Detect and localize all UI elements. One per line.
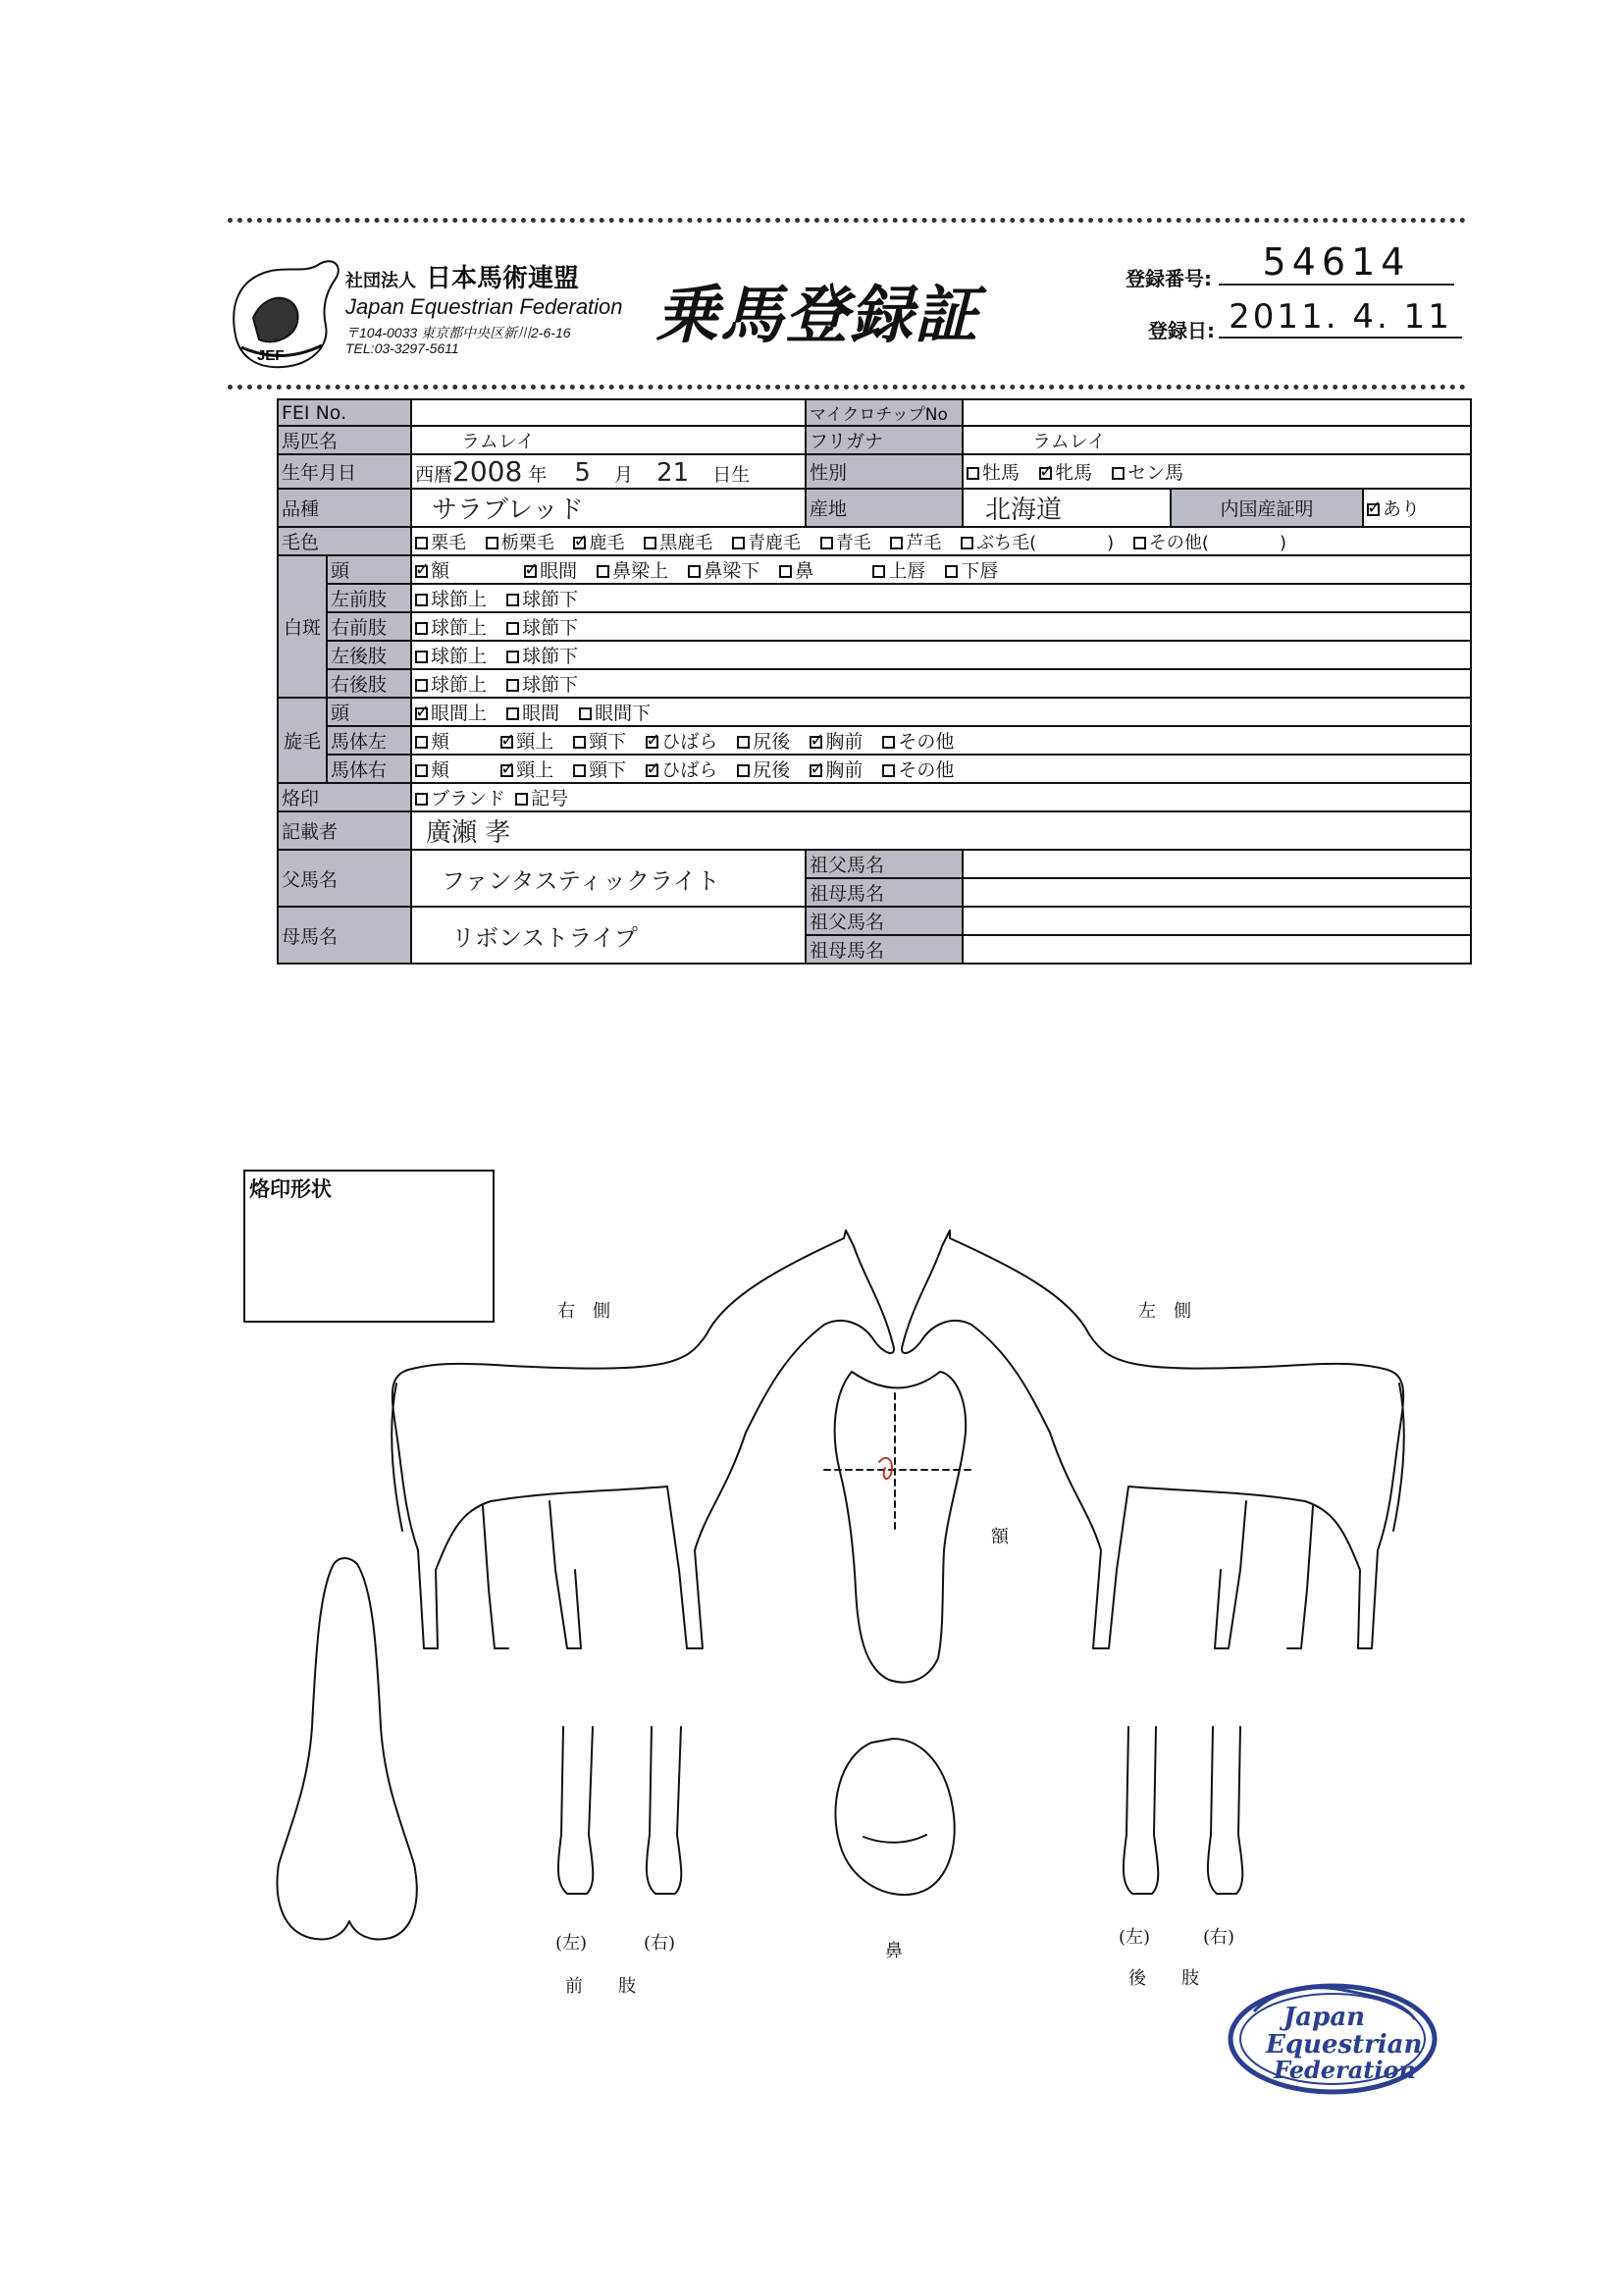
domestic-cert-label: 内国産証明 bbox=[1171, 489, 1363, 527]
org-address-line: 〒104-0033 東京都中央区新川2-6-16 bbox=[345, 325, 571, 340]
document-title: 乗馬登録証 bbox=[655, 280, 979, 352]
recorder-label: 記載者 bbox=[278, 811, 411, 850]
domestic-cert-checkbox[interactable] bbox=[1367, 503, 1380, 516]
whorl-option-label: 眼間下 bbox=[595, 703, 652, 724]
org-tel: TEL:03-3297-5611 bbox=[345, 340, 459, 356]
marking-option-label: 額 bbox=[431, 560, 450, 582]
dam-label: 母馬名 bbox=[278, 907, 411, 964]
coat-option-label: 鹿毛 bbox=[589, 532, 625, 553]
marking-option-label: 下唇 bbox=[961, 560, 999, 582]
birth-month: 5 bbox=[574, 458, 591, 488]
whorl-checkbox[interactable] bbox=[500, 764, 513, 777]
marking-part: 右前肢 bbox=[327, 612, 411, 641]
jef-logo-text: JEF bbox=[257, 347, 285, 364]
marking-checkbox[interactable] bbox=[779, 565, 792, 578]
coat-checkbox[interactable] bbox=[644, 537, 656, 549]
hindleg-caption: 後 肢 bbox=[1128, 1968, 1199, 1989]
whorl-checkbox[interactable] bbox=[415, 764, 428, 777]
horse-name-label: 馬匹名 bbox=[278, 426, 411, 454]
mid-dotted-border bbox=[228, 385, 1466, 390]
marking-option-label: 球節下 bbox=[522, 617, 579, 639]
brand-option-label: ブランド bbox=[431, 788, 506, 809]
coat-checkbox[interactable] bbox=[486, 537, 498, 549]
whorl-checkbox[interactable] bbox=[810, 736, 822, 749]
marking-checkbox[interactable] bbox=[415, 622, 428, 635]
coat-option-label: 芦毛 bbox=[906, 532, 942, 553]
registration-table bbox=[277, 398, 1472, 965]
brand-shape-label: 烙印形状 bbox=[249, 1177, 332, 1201]
coat-color-label: 毛色 bbox=[278, 527, 411, 555]
marking-option-label: 球節上 bbox=[431, 589, 488, 610]
stamp-line2: Equestrian bbox=[1266, 2030, 1423, 2060]
whorl-checkbox[interactable] bbox=[646, 764, 658, 777]
whorl-part: 馬体右 bbox=[327, 755, 411, 783]
granddam-label: 祖母馬名 bbox=[806, 878, 963, 907]
stamp-line1: Japan bbox=[1283, 2003, 1366, 2032]
marking-option-label: 球節下 bbox=[522, 646, 579, 667]
granddam-value[interactable] bbox=[963, 878, 1471, 907]
reg-date-value: 2011. 4. 11 bbox=[1219, 297, 1462, 339]
marking-part: 頭 bbox=[327, 555, 411, 584]
furigana-label: フリガナ bbox=[806, 426, 963, 454]
microchip-value[interactable] bbox=[963, 399, 1471, 426]
foreleg-right-label: (右) bbox=[644, 1933, 676, 1954]
marking-checkbox[interactable] bbox=[506, 651, 519, 663]
coat-checkbox[interactable] bbox=[890, 537, 903, 549]
face-drawing bbox=[835, 1372, 967, 1683]
coat-checkbox[interactable] bbox=[573, 537, 586, 549]
marking-option-label: 上唇 bbox=[888, 560, 926, 582]
whorl-checkbox[interactable] bbox=[737, 736, 750, 749]
birth-era: 西暦 bbox=[415, 464, 453, 486]
breed-label: 品種 bbox=[278, 489, 411, 527]
marking-checkbox[interactable] bbox=[872, 565, 885, 578]
whorl-checkbox[interactable] bbox=[415, 736, 428, 749]
birth-date-label: 生年月日 bbox=[278, 454, 411, 489]
foreleg-right-drawing bbox=[647, 1727, 681, 1894]
org-address bbox=[345, 325, 571, 356]
whorl-checkbox[interactable] bbox=[500, 736, 513, 749]
org-name-jp bbox=[345, 258, 579, 294]
marking-option-label: 鼻 bbox=[795, 560, 814, 582]
dam-granddam-value[interactable] bbox=[963, 935, 1471, 964]
whorl-option-label: 頸下 bbox=[589, 759, 627, 781]
marking-part: 右後肢 bbox=[327, 669, 411, 698]
coat-option-label: その他( ) bbox=[1148, 532, 1286, 553]
sex-checkbox-gelding[interactable] bbox=[1112, 467, 1125, 480]
org-name-en: Japan Equestrian Federation bbox=[345, 294, 623, 319]
brand-label: 烙印 bbox=[278, 783, 411, 811]
reg-no-value: 54614 bbox=[1219, 240, 1454, 286]
whorl-option-label: 眼間 bbox=[522, 703, 560, 724]
nose-drawing bbox=[835, 1739, 954, 1895]
whorl-checkbox[interactable] bbox=[737, 764, 750, 777]
whorl-part: 頭 bbox=[327, 698, 411, 726]
whorl-checkbox[interactable] bbox=[573, 764, 586, 777]
marking-option-label: 球節上 bbox=[431, 674, 488, 696]
whorl-option-label: 眼間上 bbox=[431, 703, 488, 724]
marking-option-label: 眼間 bbox=[540, 560, 578, 582]
marking-checkbox[interactable] bbox=[415, 679, 428, 692]
whorl-head-options bbox=[411, 698, 1471, 726]
foreleg-caption: 前 肢 bbox=[565, 1976, 636, 1997]
birth-date-value[interactable] bbox=[411, 454, 806, 489]
whorl-option-label: その他 bbox=[898, 731, 955, 753]
coat-checkbox[interactable] bbox=[415, 537, 428, 549]
marking-head-options bbox=[411, 555, 1471, 584]
nose-label: 鼻 bbox=[885, 1941, 903, 1961]
whorl-option-label: 尻後 bbox=[753, 731, 791, 753]
marking-part: 左前肢 bbox=[327, 584, 411, 612]
whorl-checkbox[interactable] bbox=[882, 736, 895, 749]
sire-label: 父馬名 bbox=[278, 850, 411, 907]
whorl-option-label: 尻後 bbox=[753, 759, 791, 781]
org-prefix: 社団法人 bbox=[345, 271, 416, 291]
marking-checkbox[interactable] bbox=[415, 651, 428, 663]
recorder-value[interactable]: 廣瀬 孝 bbox=[411, 811, 1471, 850]
foreleg-left-drawing bbox=[558, 1727, 593, 1894]
dam-grandsire-value[interactable] bbox=[963, 907, 1471, 935]
coat-option-label: ぶち毛( ) bbox=[976, 532, 1115, 553]
domestic-cert-value bbox=[1363, 489, 1471, 527]
microchip-label: マイクロチップNo bbox=[806, 399, 963, 426]
coat-option-label: 栗毛 bbox=[431, 532, 466, 553]
whorl-checkbox[interactable] bbox=[415, 707, 428, 720]
whorl-option-label: 頸下 bbox=[589, 731, 627, 753]
whorl-part: 馬体左 bbox=[327, 726, 411, 755]
hindleg-right-drawing bbox=[1208, 1727, 1242, 1894]
marking-checkbox[interactable] bbox=[415, 565, 428, 578]
birth-year: 2008 bbox=[452, 455, 523, 488]
birth-day-unit: 日 bbox=[712, 464, 732, 486]
horse-name-value[interactable]: ラムレイ bbox=[411, 426, 806, 454]
stamp-line3: Federation bbox=[1274, 2056, 1416, 2084]
coat-checkbox[interactable] bbox=[732, 537, 745, 549]
marking-checkbox[interactable] bbox=[945, 565, 958, 578]
sex-option-label: 牝馬 bbox=[1055, 462, 1093, 484]
whorl-option-label: 胸前 bbox=[825, 731, 864, 753]
coat-checkbox[interactable] bbox=[1133, 537, 1146, 549]
marking-checkbox[interactable] bbox=[524, 565, 537, 578]
marking-checkbox[interactable] bbox=[688, 565, 701, 578]
marking-option-label: 球節上 bbox=[431, 617, 488, 639]
marking-option-label: 球節下 bbox=[522, 674, 579, 696]
coat-color-options bbox=[411, 527, 1471, 555]
grandsire-value[interactable] bbox=[963, 850, 1471, 878]
marking-limb-options bbox=[411, 612, 1471, 641]
sire-value[interactable]: ファンタスティックライト bbox=[411, 850, 806, 907]
marking-option-label: 鼻梁上 bbox=[612, 560, 669, 582]
whorl-option-label: 胸前 bbox=[825, 759, 864, 781]
whorl-option-label: その他 bbox=[898, 759, 955, 781]
marking-part: 左後肢 bbox=[327, 641, 411, 669]
furigana-value[interactable]: ラムレイ bbox=[963, 426, 1471, 454]
whorls-label: 旋毛 bbox=[278, 698, 327, 783]
coat-option-label: 黒鹿毛 bbox=[659, 532, 713, 553]
right-side-label: 右 側 bbox=[557, 1301, 610, 1322]
sex-checkbox-mare[interactable] bbox=[1039, 467, 1052, 480]
birth-suffix: 生 bbox=[731, 464, 751, 486]
whorl-checkbox[interactable] bbox=[810, 764, 822, 777]
brand-options bbox=[411, 783, 1471, 811]
brand-checkbox[interactable] bbox=[515, 793, 528, 806]
coat-checkbox[interactable] bbox=[961, 537, 973, 549]
brand-shape-box[interactable] bbox=[243, 1170, 495, 1323]
origin-value[interactable]: 北海道 bbox=[963, 489, 1171, 527]
whorl-checkbox[interactable] bbox=[579, 707, 592, 720]
dam-granddam-label: 祖母馬名 bbox=[806, 935, 963, 964]
coat-option-label: 青鹿毛 bbox=[747, 532, 801, 553]
whorl-left-options bbox=[411, 726, 1471, 755]
marking-checkbox[interactable] bbox=[415, 594, 428, 606]
brand-option-label: 記号 bbox=[531, 788, 569, 809]
sex-checkbox-colt[interactable] bbox=[967, 467, 979, 480]
hindleg-left-drawing bbox=[1124, 1727, 1158, 1894]
sex-option-label: セン馬 bbox=[1127, 462, 1184, 484]
whorl-option-label: ひばら bbox=[661, 759, 718, 781]
whorl-checkbox[interactable] bbox=[646, 736, 658, 749]
whorl-checkbox[interactable] bbox=[882, 764, 895, 777]
fei-no-value[interactable] bbox=[411, 399, 806, 426]
reg-no-label: 登録番号: bbox=[1126, 267, 1212, 290]
coat-option-label: 青毛 bbox=[835, 532, 871, 553]
whorl-checkbox[interactable] bbox=[573, 736, 586, 749]
sex-option-label: 牡馬 bbox=[982, 462, 1021, 484]
marking-checkbox[interactable] bbox=[506, 622, 519, 635]
left-side-label: 左 側 bbox=[1138, 1301, 1191, 1322]
forehead-label: 額 bbox=[991, 1527, 1009, 1547]
sex-options bbox=[963, 454, 1471, 489]
hindleg-right-label: (右) bbox=[1203, 1927, 1235, 1948]
marking-option-label: 球節下 bbox=[522, 589, 579, 610]
grandsire-label: 祖父馬名 bbox=[806, 850, 963, 878]
marking-limb-options bbox=[411, 584, 1471, 612]
marking-checkbox[interactable] bbox=[506, 679, 519, 692]
org-name-jp-text: 日本馬術連盟 bbox=[426, 264, 580, 293]
whorl-option-label: 頬 bbox=[431, 731, 450, 753]
breed-value[interactable]: サラブレッド bbox=[411, 489, 806, 527]
coat-checkbox[interactable] bbox=[820, 537, 833, 549]
marking-option-label: 球節上 bbox=[431, 646, 488, 667]
domestic-cert-text: あり bbox=[1383, 498, 1421, 520]
whorl-option-label: 頬 bbox=[431, 759, 450, 781]
foreleg-left-label: (左) bbox=[555, 1933, 588, 1954]
whorl-right-options bbox=[411, 755, 1471, 783]
whorl-checkbox[interactable] bbox=[506, 707, 519, 720]
birth-year-unit: 年 bbox=[528, 464, 548, 486]
birth-month-unit: 月 bbox=[613, 464, 633, 486]
coat-option-label: 栃栗毛 bbox=[500, 532, 554, 553]
origin-label: 産地 bbox=[806, 489, 963, 527]
dam-grandsire-label: 祖父馬名 bbox=[806, 907, 963, 935]
sex-label: 性別 bbox=[806, 454, 963, 489]
left-side-horse-drawing bbox=[902, 1230, 1403, 1648]
top-dotted-border bbox=[228, 218, 1466, 223]
reg-date-label: 登録日: bbox=[1148, 319, 1215, 342]
hindleg-left-label: (左) bbox=[1119, 1927, 1151, 1948]
marking-limb-options bbox=[411, 641, 1471, 669]
hind-view-drawing bbox=[277, 1558, 416, 1939]
fei-no-label: FEI No. bbox=[278, 399, 411, 426]
whorl-option-label: 頸上 bbox=[516, 759, 554, 781]
whorl-option-label: ひばら bbox=[661, 731, 718, 753]
markings-label: 白斑 bbox=[278, 555, 327, 698]
marking-option-label: 鼻梁下 bbox=[704, 560, 760, 582]
birth-day: 21 bbox=[656, 458, 690, 488]
marking-checkbox[interactable] bbox=[506, 594, 519, 606]
marking-checkbox[interactable] bbox=[597, 565, 609, 578]
dam-value[interactable]: リボンストライプ bbox=[411, 907, 806, 964]
marking-limb-options bbox=[411, 669, 1471, 698]
whorl-option-label: 頸上 bbox=[516, 731, 554, 753]
brand-checkbox[interactable] bbox=[415, 793, 428, 806]
